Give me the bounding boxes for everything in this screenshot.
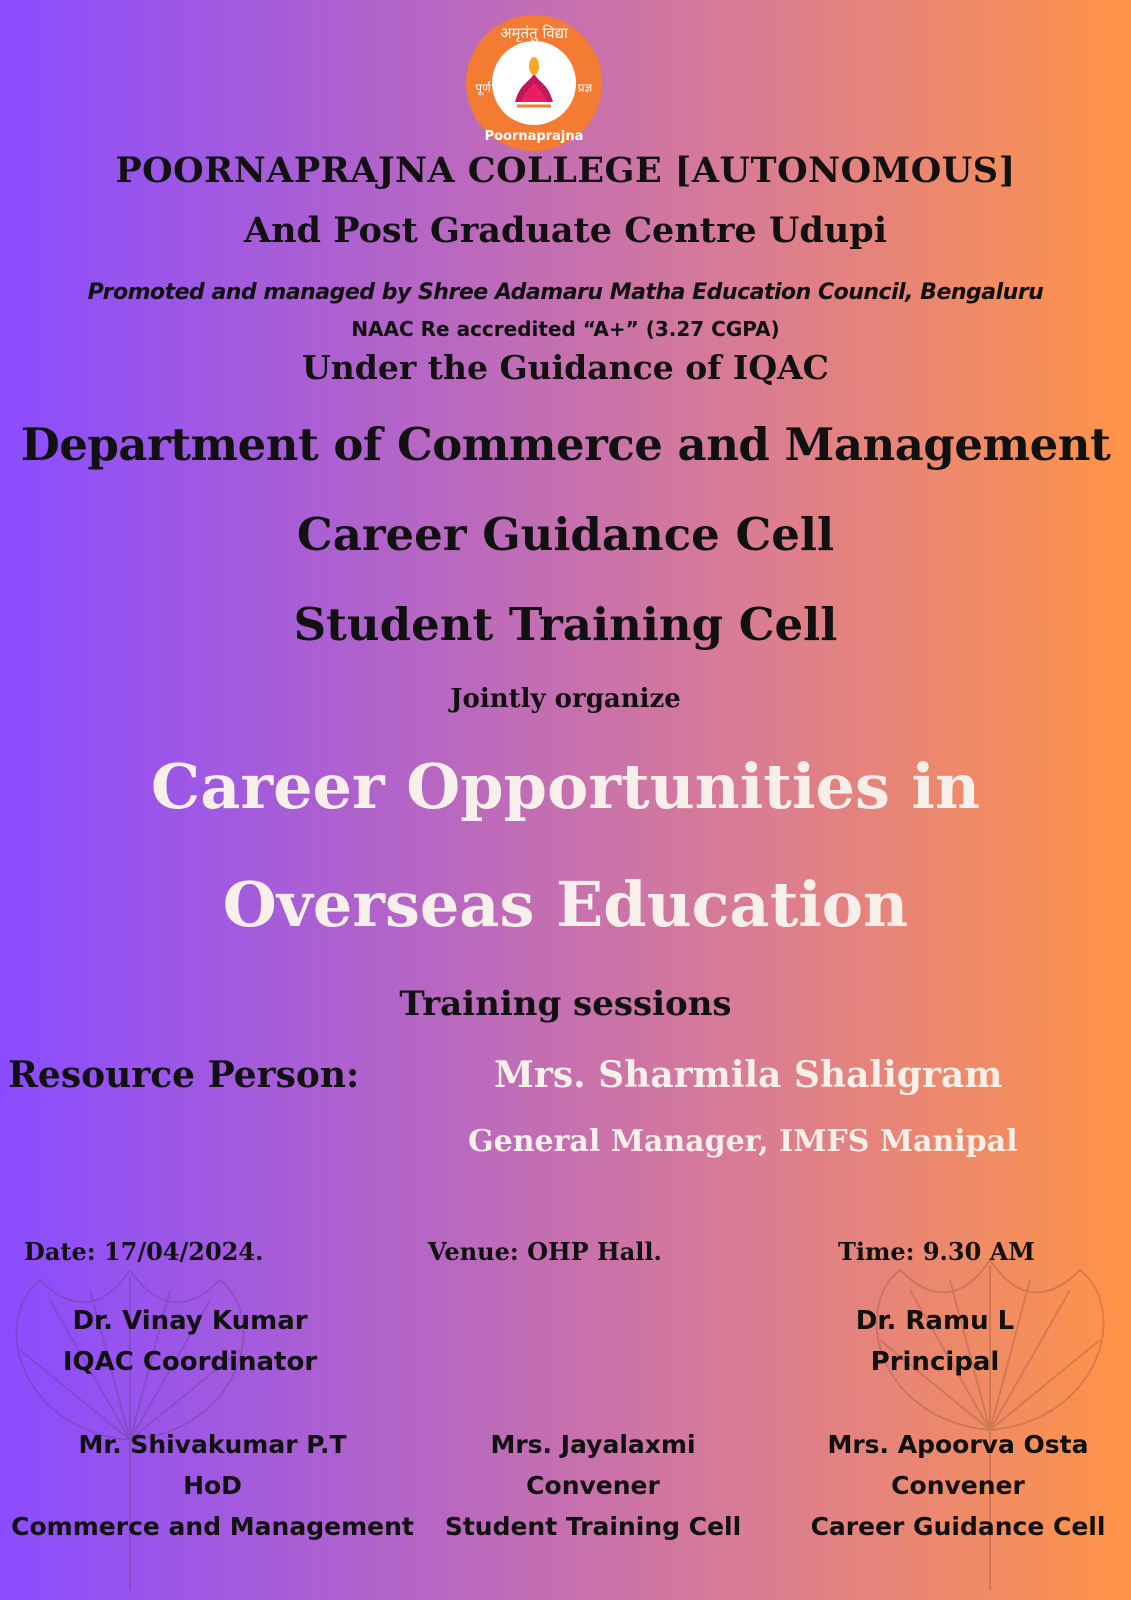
- svg-text:पूर्ण: पूर्ण: [475, 81, 491, 95]
- signatory-role: Principal: [870, 1347, 1000, 1377]
- signatory-unit: Commerce and Management: [11, 1512, 414, 1541]
- event-venue: Venue: OHP Hall.: [428, 1237, 662, 1266]
- signatory-stc-convener: [438, 1424, 748, 1547]
- signatory-hod: [0, 1424, 425, 1547]
- resource-person-designation: General Manager, IMFS Manipal: [468, 1124, 1018, 1159]
- signatory-principal: [790, 1301, 1080, 1383]
- student-training-cell: Student Training Cell: [293, 598, 838, 651]
- college-logo: [465, 14, 603, 152]
- centre-name: And Post Graduate Centre Udupi: [243, 210, 888, 251]
- event-time: Time: 9.30 AM: [838, 1237, 1035, 1266]
- signatory-name: Dr. Ramu L: [855, 1306, 1015, 1336]
- iqac-guidance: Under the Guidance of IQAC: [302, 348, 829, 387]
- department-name: Department of Commerce and Management: [20, 418, 1111, 471]
- signatory-role: Convener: [526, 1471, 660, 1500]
- resource-person-label: Resource Person:: [8, 1054, 360, 1096]
- signatory-unit: Career Guidance Cell: [810, 1512, 1106, 1541]
- svg-text:प्रज्ञ: प्रज्ञ: [577, 81, 593, 95]
- event-date: Date: 17/04/2024.: [24, 1237, 264, 1266]
- signatory-name: Mrs. Jayalaxmi: [490, 1430, 696, 1459]
- college-name: POORNAPRAJNA COLLEGE [AUTONOMOUS]: [115, 150, 1016, 191]
- jointly-organize: Jointly organize: [450, 684, 681, 714]
- signatory-role: IQAC Coordinator: [62, 1347, 318, 1377]
- signatory-unit: Student Training Cell: [444, 1512, 742, 1541]
- svg-text:अमृतंतु विद्या: अमृतंतु विद्या: [500, 24, 568, 42]
- signatory-role: Convener: [891, 1471, 1025, 1500]
- event-subtitle: Training sessions: [399, 984, 732, 1024]
- event-title-line2: Overseas Education: [222, 868, 909, 941]
- svg-text:Poornaprajna: Poornaprajna: [484, 129, 584, 144]
- signatory-role: HoD: [183, 1471, 242, 1500]
- signatory-name: Mrs. Apoorva Osta: [827, 1430, 1089, 1459]
- signatory-iqac-coordinator: [40, 1301, 340, 1383]
- signatory-cgc-convener: [785, 1424, 1131, 1547]
- event-title-line1: Career Opportunities in: [150, 750, 981, 823]
- career-guidance-cell: Career Guidance Cell: [296, 508, 835, 561]
- signatory-name: Dr. Vinay Kumar: [72, 1306, 308, 1336]
- naac-accreditation: NAAC Re accredited “A+” (3.27 CGPA): [351, 317, 780, 341]
- promoted-by-text: Promoted and managed by Shree Adamaru Matha Education Council, Bengaluru: [87, 280, 1044, 305]
- resource-person-name: Mrs. Sharmila Shaligram: [494, 1054, 1003, 1096]
- signatory-name: Mr. Shivakumar P.T: [78, 1430, 347, 1459]
